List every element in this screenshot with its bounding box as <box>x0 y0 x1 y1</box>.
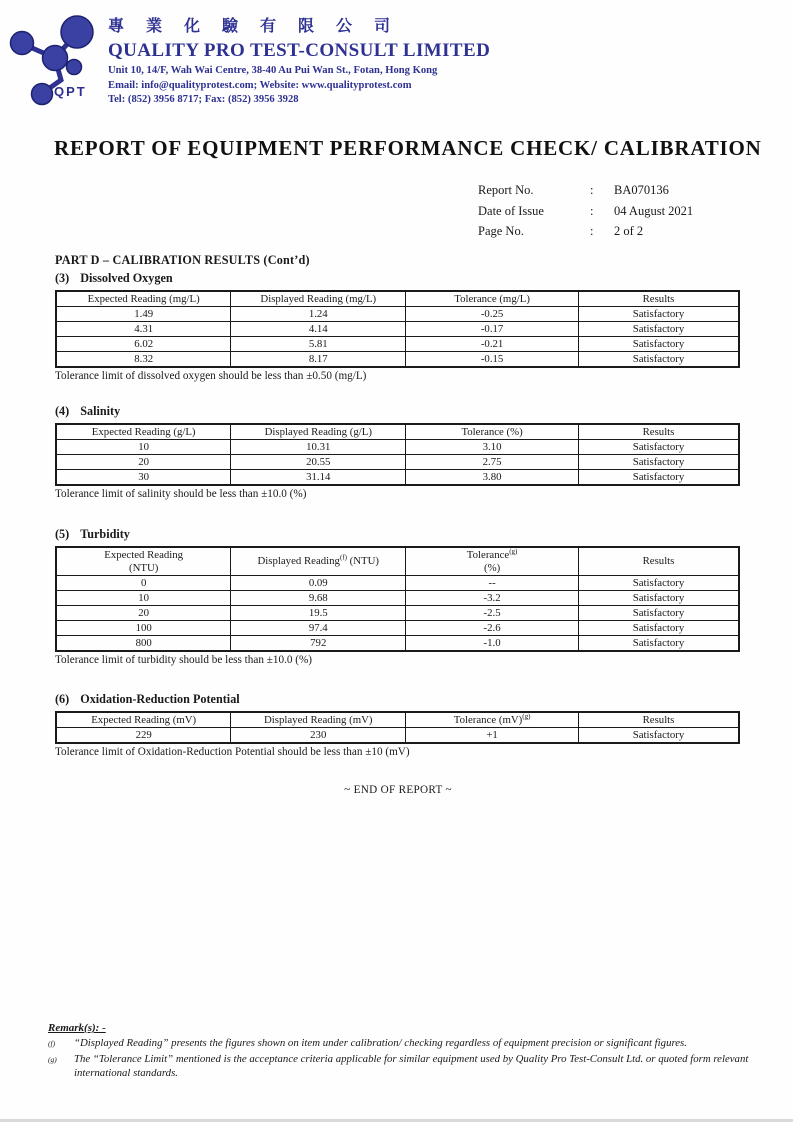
page-number-row <box>478 221 693 242</box>
table-row <box>56 621 739 636</box>
remark-marker: (g) <box>48 1054 57 1064</box>
table-cell: -0.17 <box>406 322 579 337</box>
table-row <box>56 606 739 621</box>
page-number-label: Page No. <box>478 224 524 238</box>
remarks-heading: Remark(s): - <box>48 1022 106 1034</box>
table-cell: -- <box>406 576 579 591</box>
remark-marker: (f) <box>48 1039 56 1048</box>
table-row <box>56 470 739 486</box>
section-dissolved-oxygen <box>55 271 741 382</box>
table-row <box>56 636 739 652</box>
page-number-value: 2 of 2 <box>614 224 644 238</box>
table-cell: Satisfactory <box>578 455 739 470</box>
column-header: Displayed Reading (g/L) <box>231 424 406 440</box>
table-cell: 2.75 <box>406 455 579 470</box>
table-header-row <box>56 291 739 307</box>
company-address: Unit 10, 14/F, Wah Wai Centre, 38-40 Au Pui Wan St., Fotan, Hong Kong <box>108 65 438 76</box>
tolerance-note: Tolerance limit of Oxidation-Reduction Potential should be less than ±10 (mV) <box>55 746 410 758</box>
section-salinity <box>55 404 741 500</box>
company-name-chinese: 專 業 化 驗 有 限 公 司 <box>108 18 400 35</box>
company-email-website: Email: info@qualityprotest.com; Website: www.qualityprotest.com <box>108 79 412 91</box>
logo-text: QPT <box>54 84 87 99</box>
column-header: Expected Reading (mg/L) <box>56 291 231 307</box>
remarks-block <box>48 1022 754 1081</box>
table-cell: 20 <box>56 455 231 470</box>
column-header: Expected Reading (NTU) <box>56 547 231 576</box>
table-cell: 3.10 <box>406 440 579 455</box>
section-title: Oxidation-Reduction Potential <box>80 692 240 706</box>
table-cell: 1.49 <box>56 307 231 322</box>
table-cell: Satisfactory <box>578 728 739 744</box>
table-cell: Satisfactory <box>578 440 739 455</box>
table-cell: 230 <box>231 728 406 744</box>
table-cell: Satisfactory <box>578 352 739 368</box>
table-cell: Satisfactory <box>578 470 739 486</box>
section-heading <box>55 527 741 542</box>
table-cell: 0 <box>56 576 231 591</box>
table-cell: Satisfactory <box>578 606 739 621</box>
section-number: (5) <box>55 527 70 541</box>
date-of-issue-label: Date of Issue <box>478 203 544 218</box>
remark-item-g <box>48 1052 754 1081</box>
salinity-table <box>55 423 740 486</box>
section-title: Turbidity <box>80 527 130 541</box>
table-cell: 6.02 <box>56 337 231 352</box>
table-row <box>56 337 739 352</box>
table-cell: Satisfactory <box>578 337 739 352</box>
table-cell: -0.25 <box>406 307 579 322</box>
qpt-logo <box>8 10 108 123</box>
column-header: Tolerance (mV)$^{(g)}$ <box>406 712 579 728</box>
table-cell: 8.32 <box>56 352 231 368</box>
table-cell: Satisfactory <box>578 621 739 636</box>
company-tel-fax: Tel: (852) 3956 8717; Fax: (852) 3956 3928 <box>108 94 299 105</box>
column-header: Results <box>578 291 739 307</box>
remark-text: “Displayed Reading” presents the figures shown on item under calibration/ checking regardless of equipment precision or significant figures. <box>74 1037 687 1049</box>
table-cell: 19.5 <box>231 606 406 621</box>
table-cell: -2.5 <box>406 606 579 621</box>
table-cell: Satisfactory <box>578 307 739 322</box>
section-heading <box>55 404 741 419</box>
dissolved-oxygen-table <box>55 290 740 368</box>
tolerance-note: Tolerance limit of salinity should be less than ±10.0 (%) <box>55 488 307 500</box>
table-cell: 1.24 <box>231 307 406 322</box>
section-number: (4) <box>55 404 70 418</box>
table-row <box>56 322 739 337</box>
table-header-row <box>56 424 739 440</box>
section-turbidity <box>55 527 741 666</box>
table-cell: 9.68 <box>231 591 406 606</box>
remark-item-f <box>48 1036 754 1052</box>
report-number-label: Report No. <box>478 183 534 197</box>
table-row <box>56 576 739 591</box>
table-cell: +1 <box>406 728 579 744</box>
column-header: Expected Reading (g/L) <box>56 424 231 440</box>
column-header: Results <box>578 712 739 728</box>
table-cell: 31.14 <box>231 470 406 486</box>
table-cell: 229 <box>56 728 231 744</box>
table-cell: 20 <box>56 606 231 621</box>
table-cell: 10 <box>56 440 231 455</box>
table-cell: -0.15 <box>406 352 579 368</box>
column-header: Results <box>578 424 739 440</box>
orp-table <box>55 711 740 744</box>
separator-colon: : <box>590 203 594 218</box>
column-header: Displayed Reading$^{(f)}$ (NTU) <box>231 547 406 576</box>
tolerance-note: Tolerance limit of dissolved oxygen should be less than ±0.50 (mg/L) <box>55 370 367 382</box>
date-of-issue-value: 04 August 2021 <box>614 203 694 218</box>
table-cell: 3.80 <box>406 470 579 486</box>
remark-text: The “Tolerance Limit” mentioned is the acceptance criteria applicable for similar equipment used by Quality Pro Test-Consult Ltd. or quoted form relevant international standards. <box>74 1052 749 1079</box>
table-cell: 30 <box>56 470 231 486</box>
table-cell: 97.4 <box>231 621 406 636</box>
section-oxidation-reduction-potential <box>55 692 741 758</box>
section-number: (3) <box>55 271 70 285</box>
table-cell: 792 <box>231 636 406 652</box>
column-header: Results <box>578 547 739 576</box>
column-header: Tolerance (%) <box>406 424 579 440</box>
table-row <box>56 455 739 470</box>
section-title: Dissolved Oxygen <box>80 271 173 285</box>
section-heading <box>55 271 741 286</box>
table-cell: 5.81 <box>231 337 406 352</box>
column-header: Tolerance$^{(g)}$ (%) <box>406 547 579 576</box>
table-cell: 0.09 <box>231 576 406 591</box>
section-number: (6) <box>55 692 70 706</box>
section-heading <box>55 692 741 707</box>
table-row <box>56 440 739 455</box>
table-header-row <box>56 547 739 576</box>
letterhead-text <box>108 16 538 108</box>
table-cell: Satisfactory <box>578 322 739 337</box>
table-cell: 4.31 <box>56 322 231 337</box>
table-cell: 4.14 <box>231 322 406 337</box>
table-cell: 10.31 <box>231 440 406 455</box>
table-row <box>56 307 739 322</box>
table-cell: 8.17 <box>231 352 406 368</box>
table-cell: -2.6 <box>406 621 579 636</box>
table-header-row <box>56 712 739 728</box>
end-of-report-marker: ~ END OF REPORT ~ <box>344 784 452 796</box>
separator-colon: : <box>590 183 594 197</box>
table-row <box>56 591 739 606</box>
turbidity-table <box>55 546 740 652</box>
table-cell: Satisfactory <box>578 591 739 606</box>
table-cell: Satisfactory <box>578 576 739 591</box>
part-d-heading: PART D – CALIBRATION RESULTS (Cont’d) <box>55 253 310 267</box>
table-cell: 800 <box>56 636 231 652</box>
molecule-logo-icon <box>8 10 108 118</box>
column-header: Expected Reading (mV) <box>56 712 231 728</box>
report-number-row <box>478 180 693 201</box>
report-info-block <box>478 180 693 242</box>
table-cell: 100 <box>56 621 231 636</box>
report-title: REPORT OF EQUIPMENT PERFORMANCE CHECK/ CALIBRATION <box>54 136 762 160</box>
separator-colon: : <box>590 224 594 238</box>
section-title: Salinity <box>80 404 121 418</box>
date-of-issue-row <box>478 201 693 222</box>
table-cell: -1.0 <box>406 636 579 652</box>
table-cell: 10 <box>56 591 231 606</box>
company-name-english: QUALITY PRO TEST-CONSULT LIMITED <box>108 40 491 61</box>
table-row <box>56 728 739 744</box>
table-row <box>56 352 739 368</box>
table-cell: Satisfactory <box>578 636 739 652</box>
table-cell: -0.21 <box>406 337 579 352</box>
tolerance-note: Tolerance limit of turbidity should be less than ±10.0 (%) <box>55 654 313 666</box>
column-header: Tolerance (mg/L) <box>406 291 579 307</box>
table-cell: -3.2 <box>406 591 579 606</box>
column-header: Displayed Reading (mg/L) <box>231 291 406 307</box>
column-header: Displayed Reading (mV) <box>231 712 406 728</box>
table-cell: 20.55 <box>231 455 406 470</box>
report-number-value: BA070136 <box>614 183 669 197</box>
